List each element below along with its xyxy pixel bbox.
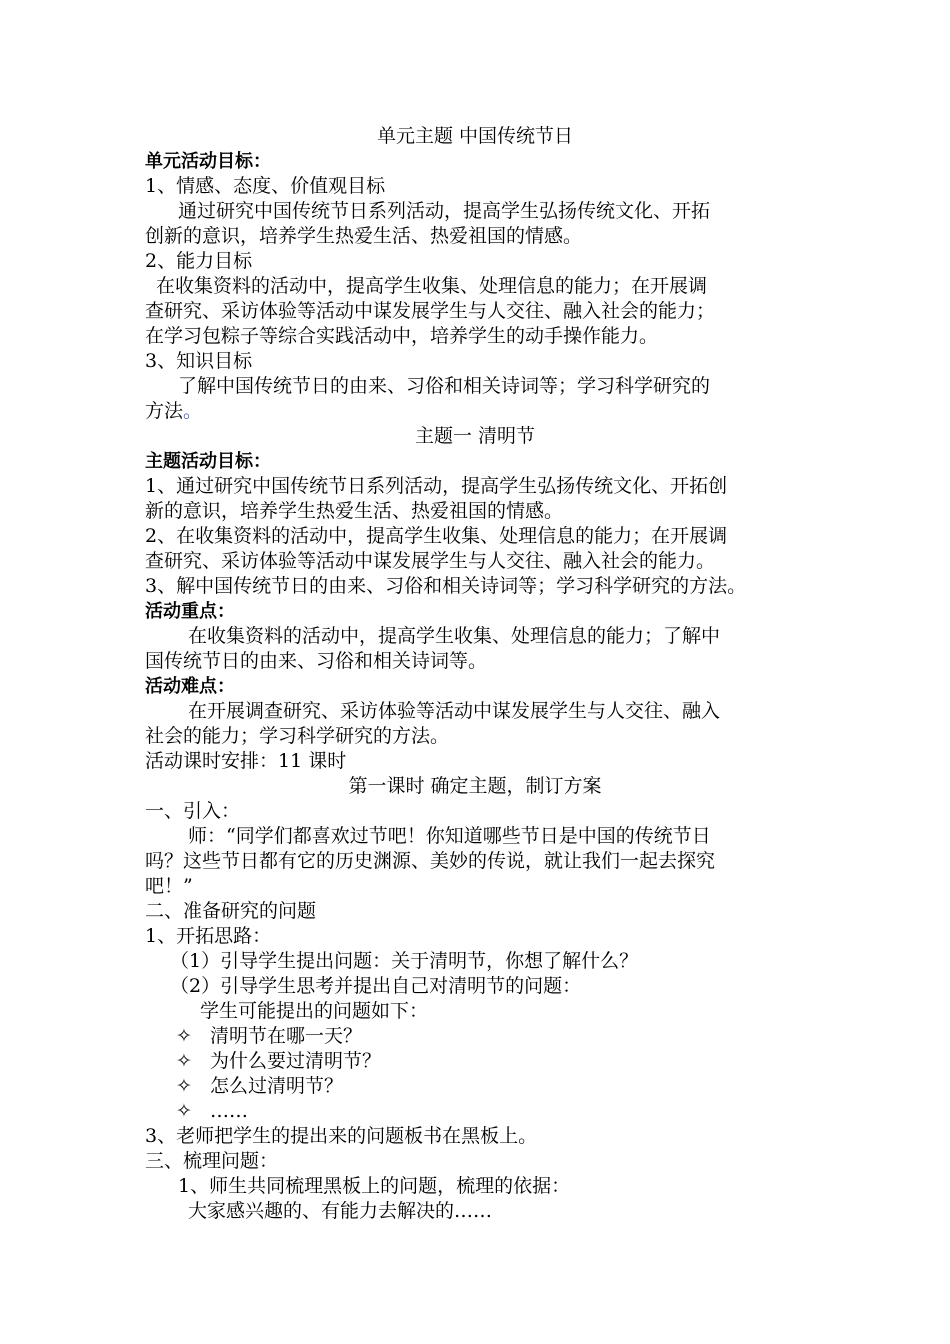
theme-goal1-line1: 1、通过研究中国传统节日系列活动，提高学生弘扬传统文化、开拓创 [145,475,728,497]
sparkle-bullet-icon: ✧ [176,1050,192,1072]
sort-item1a: 大家感兴趣的、有能力去解决的…… [188,1200,493,1222]
intro-line1: 师：“同学们都喜欢过节吧！你知道哪些节日是中国的传统节日 [188,825,711,847]
goal2-title: 2、能力目标 [145,250,253,272]
key-line1: 在收集资料的活动中，提高学生收集、处理信息的能力；了解中 [188,625,721,647]
list-item [176,1099,248,1124]
goal3-line2-text: 方法 [145,400,184,422]
goal3-title: 3、知识目标 [145,350,253,372]
sparkle-bullet-icon: ✧ [176,1025,192,1047]
goal1-title: 1、情感、态度、价值观目标 [145,175,386,197]
schedule: 活动课时安排：11 课时 [145,750,347,772]
prep-item1b: （2）引导学生思考并提出自己对清明节的问题： [170,975,582,997]
key-heading: 活动重点： [145,601,235,622]
prep-item1: 1、开拓思路： [145,925,272,947]
goal2-line3: 在学习包粽子等综合实践活动中，培养学生的动手操作能力。 [145,325,659,347]
goal3-line1: 了解中国传统节日的由来、习俗和相关诗词等；学习科学研究的 [178,375,711,397]
list-item [176,1049,381,1074]
theme1-title: 主题一 清明节 [414,425,536,447]
list-item-text: …… [210,1100,248,1122]
prep-item1c: 学生可能提出的问题如下： [200,1000,429,1022]
theme-goal1-line2: 新的意识，培养学生热爱生活、热爱祖国的情感。 [145,500,564,522]
list-item [176,1074,343,1099]
theme-goal2-line2: 查研究、采访体验等活动中谋发展学生与人交往、融入社会的能力。 [145,550,716,572]
lesson1-title: 第一课时 确定主题，制订方案 [348,775,602,797]
theme-goal-heading: 主题活动目标： [145,451,271,472]
goal1-line2: 创新的意识，培养学生热爱生活、热爱祖国的情感。 [145,225,583,247]
sparkle-bullet-icon: ✧ [176,1075,192,1097]
difficulty-line2: 社会的能力；学习科学研究的方法。 [145,725,450,747]
list-item [176,1024,362,1049]
list-item-text: 怎么过清明节？ [210,1075,344,1097]
unit-goal-heading: 单元活动目标： [145,151,271,172]
sort-item1: 1、师生共同梳理黑板上的问题，梳理的依据： [178,1175,571,1197]
intro-line2: 吗？这些节日都有它的历史渊源、美妙的传说，就让我们一起去探究 [145,850,716,872]
prep-item1a: （1）引导学生提出问题：关于清明节，你想了解什么？ [170,950,639,972]
intro-heading: 一、引入： [145,800,241,822]
goal1-line1: 通过研究中国传统节日系列活动，提高学生弘扬传统文化、开拓 [178,200,711,222]
unit-title: 单元主题 中国传统节日 [376,125,574,147]
list-item-text: 为什么要过清明节？ [210,1050,382,1072]
key-line2: 国传统节日的由来、习俗和相关诗词等。 [145,650,488,672]
sort-heading: 三、梳理问题： [145,1150,279,1172]
difficulty-heading: 活动难点： [145,676,235,697]
list-item-text: 清明节在哪一天？ [210,1025,363,1047]
goal3-line2-period: 。 [183,400,203,422]
sparkle-bullet-icon: ✧ [176,1100,192,1122]
prep-item3: 3、老师把学生的提出来的问题板书在黑板上。 [145,1125,538,1147]
theme-goal2-line1: 2、在收集资料的活动中，提高学生收集、处理信息的能力；在开展调 [145,525,728,547]
goal3-line2 [145,399,202,424]
goal2-line2: 查研究、采访体验等活动中谋发展学生与人交往、融入社会的能力； [145,300,716,322]
difficulty-line1: 在开展调查研究、采访体验等活动中谋发展学生与人交往、融入 [188,700,721,722]
goal2-line1: 在收集资料的活动中，提高学生收集、处理信息的能力；在开展调 [156,275,708,297]
intro-line3: 吧！” [145,875,193,897]
prep-heading: 二、准备研究的问题 [145,900,317,922]
theme-goal3-line1: 3、解中国传统节日的由来、习俗和相关诗词等；学习科学研究的方法。 [145,575,747,597]
